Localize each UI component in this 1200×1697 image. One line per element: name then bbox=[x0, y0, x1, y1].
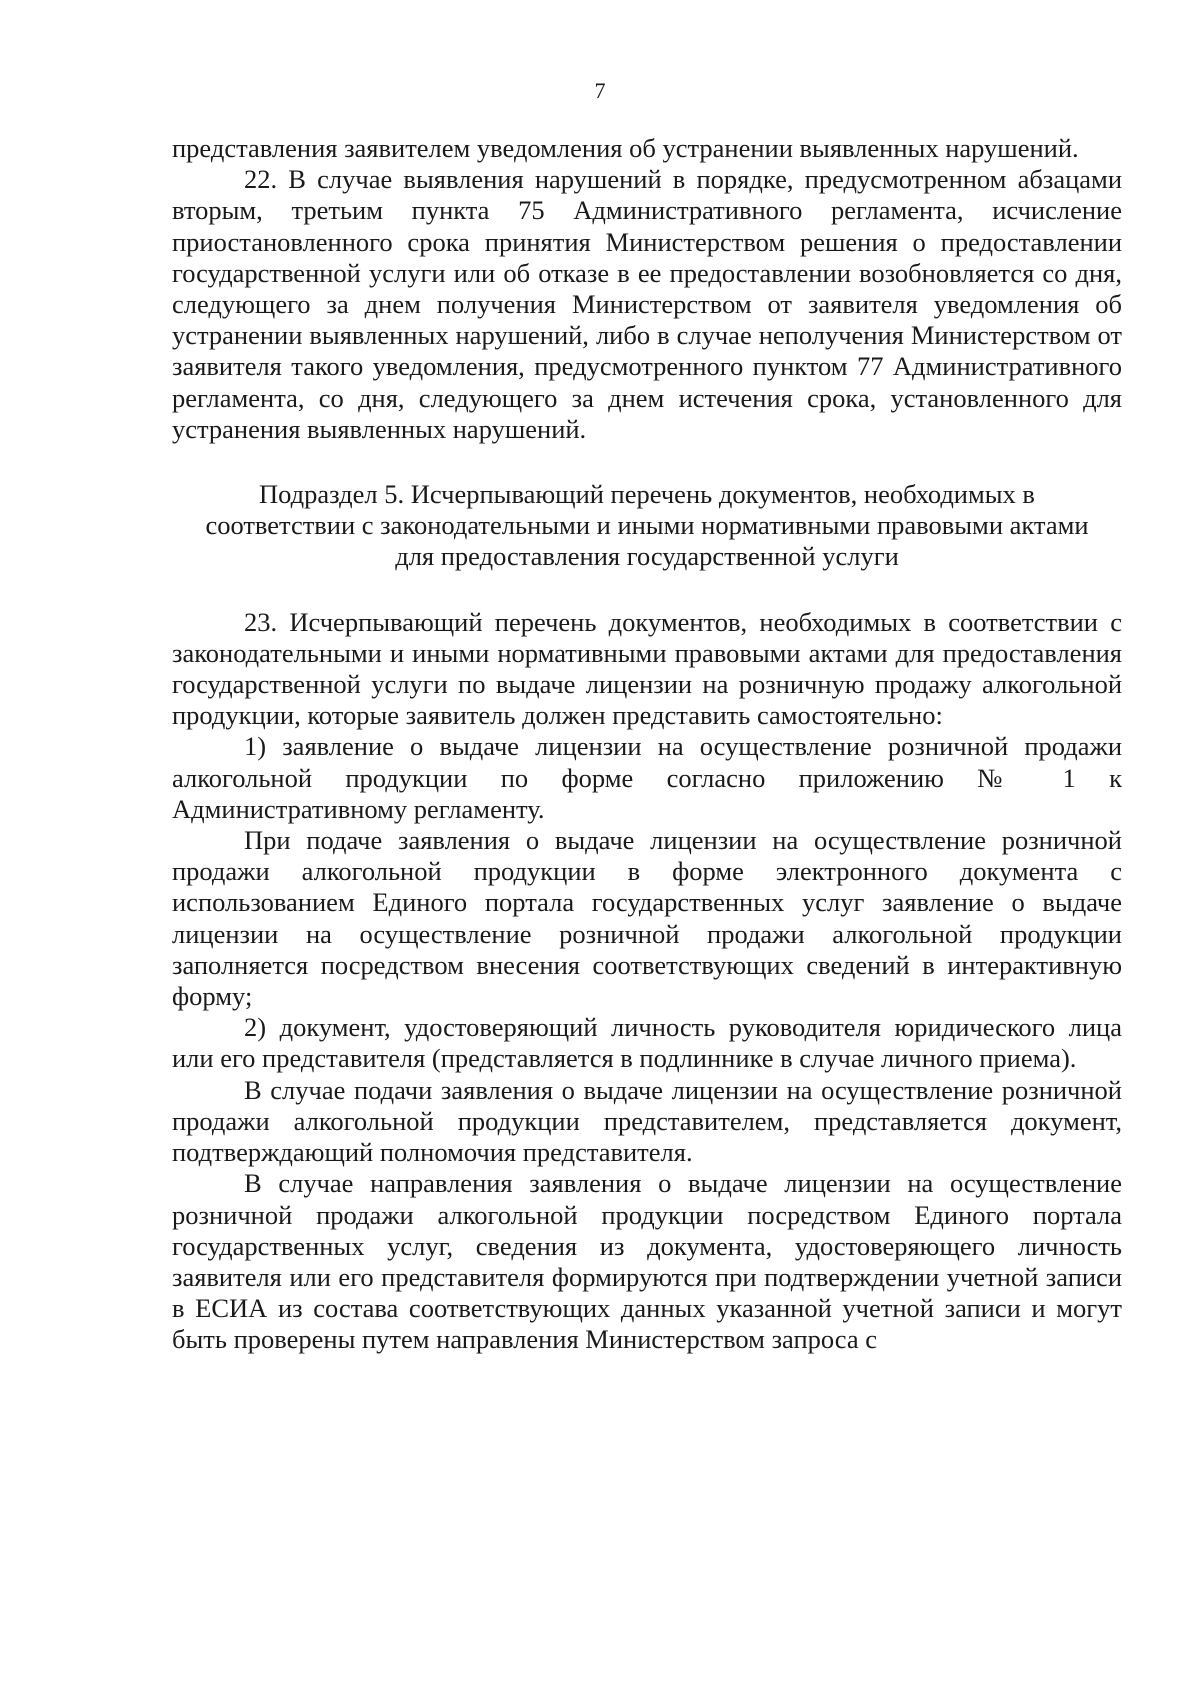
paragraph-electronic-submission: При подаче заявления о выдаче лицензии на осуществление розничной продажи алкогольной продукции в форме электронного документа с использованием Единого портала государственных услуг заявление о выдаче лицензии на осуществление розничной продажи алкогольной продукции заполняется посредством внесения соответствующих сведений в интерактивную форму; bbox=[172, 825, 1122, 1012]
subsection-5-heading: Подраздел 5. Исчерпывающий перечень документов, необходимых в соответствии с законодательными и иными нормативными правовыми актами для предоставления государственной услуги bbox=[205, 479, 1089, 572]
list-item-2: 2) документ, удостоверяющий личность руководителя юридического лица или его представителя (представляется в подлиннике в случае личного приема). bbox=[172, 1012, 1122, 1074]
page-number: 7 bbox=[594, 78, 606, 103]
paragraph-continuation: представления заявителем уведомления об устранении выявленных нарушений. bbox=[172, 133, 1079, 163]
paragraph-representative: В случае подачи заявления о выдаче лицензии на осуществление розничной продажи алкогольной продукции представителем, представляется документ, подтверждающий полномочия представителя. bbox=[172, 1074, 1122, 1168]
paragraph-esia: В случае направления заявления о выдаче лицензии на осуществление розничной продажи алкогольной продукции посредством Единого портала государственных услуг, сведения из документа, удостоверяющего личность заявителя или его представителя формируются при подтверждении учетной записи в ЕСИА из состава соответствующих данных указанной учетной записи и могут быть проверены путем направления Министерством запроса с bbox=[172, 1168, 1122, 1355]
list-item-1: 1) заявление о выдаче лицензии на осуществление розничной продажи алкогольной продукции по форме согласно приложению № 1 к Административному регламенту. bbox=[172, 731, 1122, 824]
document-body bbox=[172, 133, 1122, 1356]
paragraph-22: 22. В случае выявления нарушений в порядке, предусмотренном абзацами вторым, третьим пункта 75 Административного регламента, исчисление приостановленного срока принятия Министерством решения о предоставлении государственной услуги или об отказе в ее предоставлении возобновляется со дня, следующего за днем получения Министерством от заявителя уведомления об устранении выявленных нарушений, либо в случае неполучения Министерством от заявителя такого уведомления, предусмотренного пунктом 77 Административного регламента, со дня, следующего за днем истечения срока, установленного для устранения выявленных нарушений. bbox=[172, 164, 1122, 444]
paragraph-23: 23. Исчерпывающий перечень документов, необходимых в соответствии с законодательными и иными нормативными правовыми актами для предоставления государственной услуги по выдаче лицензии на розничную продажу алкогольной продукции, которые заявитель должен представить самостоятельно: bbox=[172, 606, 1122, 731]
